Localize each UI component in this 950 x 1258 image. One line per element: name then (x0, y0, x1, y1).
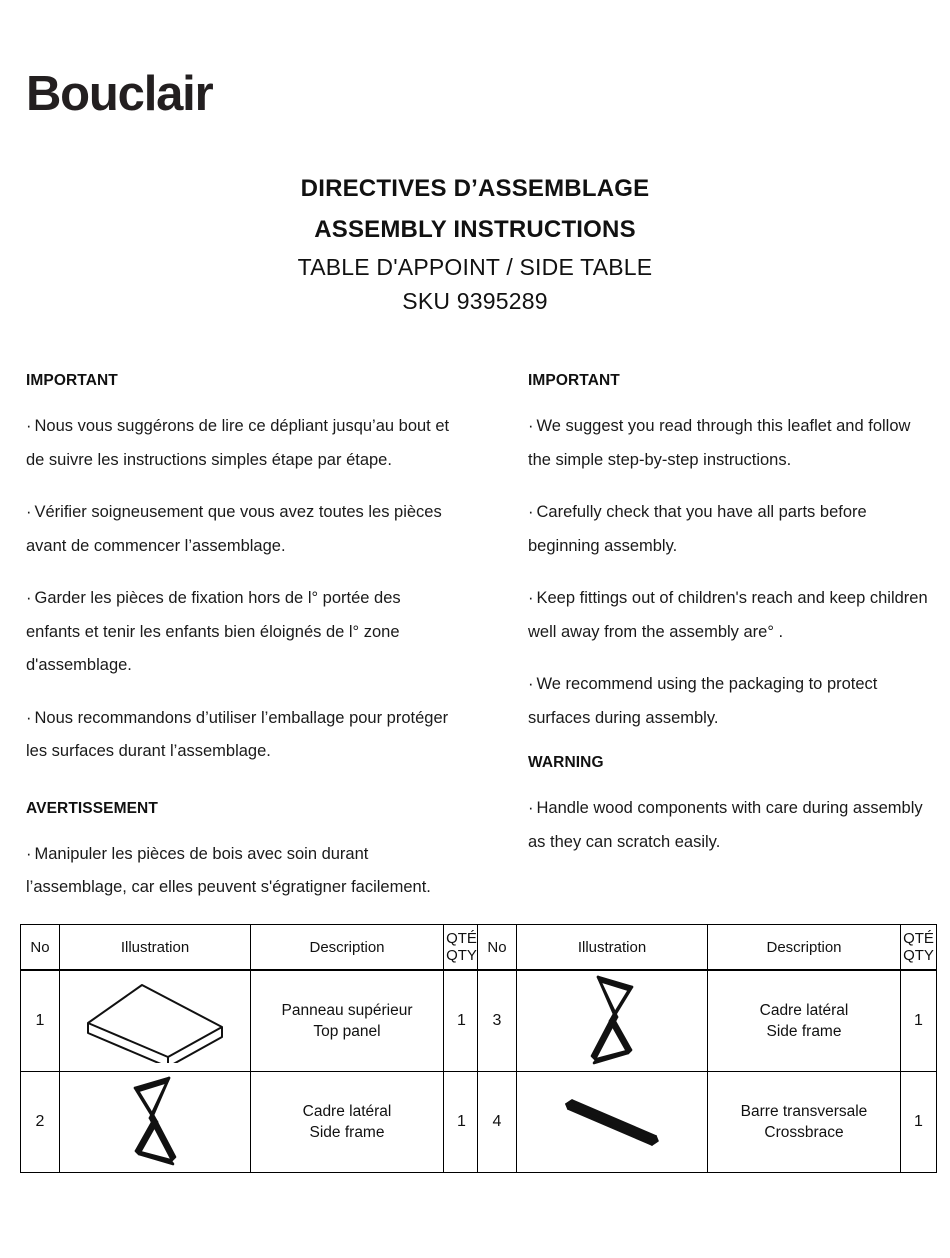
english-important-item (528, 496, 932, 563)
bullet-dot-icon: · (528, 799, 534, 817)
parts-table-left (20, 924, 480, 1173)
title-assembly-fr: DIRECTIVES D’ASSEMBLAGE (300, 175, 650, 202)
french-instructions-column (26, 372, 450, 924)
part-description-en: Top panel (313, 1023, 381, 1040)
bullet-dot-icon: · (528, 675, 534, 693)
parts-table-right (477, 924, 937, 1173)
column-header-no: No (478, 925, 517, 971)
bullet-dot-icon: · (26, 503, 32, 521)
part-description-fr: Panneau supérieur (281, 1002, 413, 1019)
table-header-row (478, 925, 937, 971)
french-important-item (26, 496, 450, 563)
french-important-item (26, 582, 450, 683)
part-number: 4 (478, 1072, 517, 1173)
english-important-item (528, 410, 932, 477)
table-row (478, 1072, 937, 1173)
french-warning-item (26, 838, 450, 905)
french-important-item (26, 410, 450, 477)
column-header-qty (901, 925, 937, 971)
part-description-fr: Barre transversale (740, 1103, 868, 1120)
english-warning-heading: WARNING (528, 754, 604, 771)
table-row (21, 1072, 480, 1173)
part-description-fr: Cadre latéral (759, 1002, 849, 1019)
title-assembly-en: ASSEMBLY INSTRUCTIONS (314, 216, 636, 243)
english-warning-item-text: Handle wood components with care during assembly as they can scratch easily. (528, 799, 923, 851)
part-number: 3 (478, 970, 517, 1072)
french-important-item-text: Vérifier soigneusement que vous avez toutes les pièces avant de commencer l’assemblage. (26, 503, 442, 555)
column-header-qty-fr: QTÉ (446, 930, 477, 947)
english-instructions-column (528, 372, 932, 878)
bullet-dot-icon: · (26, 708, 32, 727)
english-warning-item (528, 792, 932, 859)
bullet-dot-icon: · (26, 417, 32, 435)
part-description-en: Crossbrace (764, 1124, 844, 1141)
table-row (21, 970, 480, 1072)
part-quantity: 1 (444, 1072, 480, 1173)
french-warning-heading: AVERTISSEMENT (26, 799, 158, 817)
column-header-qty-fr: QTÉ (903, 930, 934, 947)
french-important-item-text: Garder les pièces de fixation hors de l° portée des enfants et tenir les enfants bien éloignés de l° zone d'assemblage. (26, 589, 401, 674)
part-number: 2 (21, 1072, 60, 1173)
side-frame-mirrored-icon (517, 971, 707, 1071)
column-header-qty-en: QTY (903, 947, 934, 964)
bullet-dot-icon: · (528, 503, 534, 521)
column-header-qty (444, 925, 480, 971)
part-illustration (60, 1072, 251, 1173)
part-description (251, 1072, 444, 1173)
part-quantity: 1 (901, 970, 937, 1072)
column-header-illustration: Illustration (517, 925, 708, 971)
side-frame-icon (60, 1072, 250, 1172)
french-important-item-text: Nous vous suggérons de lire ce dépliant jusqu’au bout et de suivre les instructions simples étape par étape. (26, 417, 450, 469)
column-header-illustration: Illustration (60, 925, 251, 971)
column-header-description: Description (708, 925, 901, 971)
table-row (478, 970, 937, 1072)
part-description-en: Side frame (309, 1124, 385, 1141)
english-important-item (528, 668, 932, 735)
column-header-no: No (21, 925, 60, 971)
crossbrace-icon (517, 1072, 707, 1172)
bullet-dot-icon: · (528, 417, 534, 435)
bullet-dot-icon: · (528, 589, 534, 607)
french-important-item (26, 702, 450, 769)
french-important-item-text: Nous recommandons d’utiliser l’emballage pour protéger les surfaces durant l’assemblage. (26, 708, 449, 760)
part-number: 1 (21, 970, 60, 1072)
table-header-row (21, 925, 480, 971)
product-name: TABLE D'APPOINT / SIDE TABLE (297, 254, 653, 280)
part-illustration (60, 970, 251, 1072)
part-description (251, 970, 444, 1072)
brand-logo: Bouclair (26, 67, 213, 121)
part-illustration (517, 1072, 708, 1173)
title-block (0, 168, 950, 318)
english-important-item (528, 582, 932, 649)
part-description-fr: Cadre latéral (302, 1103, 392, 1120)
part-description (708, 970, 901, 1072)
part-description-en: Side frame (766, 1023, 842, 1040)
part-quantity: 1 (901, 1072, 937, 1173)
column-header-qty-en: QTY (446, 947, 477, 964)
english-important-item-text: We recommend using the packaging to protect surfaces during assembly. (528, 675, 878, 727)
column-header-description: Description (251, 925, 444, 971)
french-warning-item-text: Manipuler les pièces de bois avec soin durant l’assemblage, car elles peuvent s'égratigner facilement. (26, 844, 431, 896)
top-panel-icon (60, 971, 250, 1071)
english-important-item-text: Carefully check that you have all parts before beginning assembly. (528, 503, 867, 555)
bullet-dot-icon: · (26, 589, 32, 607)
english-important-heading: IMPORTANT (528, 372, 620, 389)
product-sku: SKU 9395289 (402, 288, 548, 314)
english-important-item-text: Keep fittings out of children's reach and keep children well away from the assembly are° . (528, 589, 928, 641)
bullet-dot-icon: · (26, 844, 32, 863)
french-important-heading: IMPORTANT (26, 372, 118, 389)
part-quantity: 1 (444, 970, 480, 1072)
english-important-item-text: We suggest you read through this leaflet and follow the simple step-by-step instructions. (528, 417, 911, 469)
part-illustration (517, 970, 708, 1072)
part-description (708, 1072, 901, 1173)
